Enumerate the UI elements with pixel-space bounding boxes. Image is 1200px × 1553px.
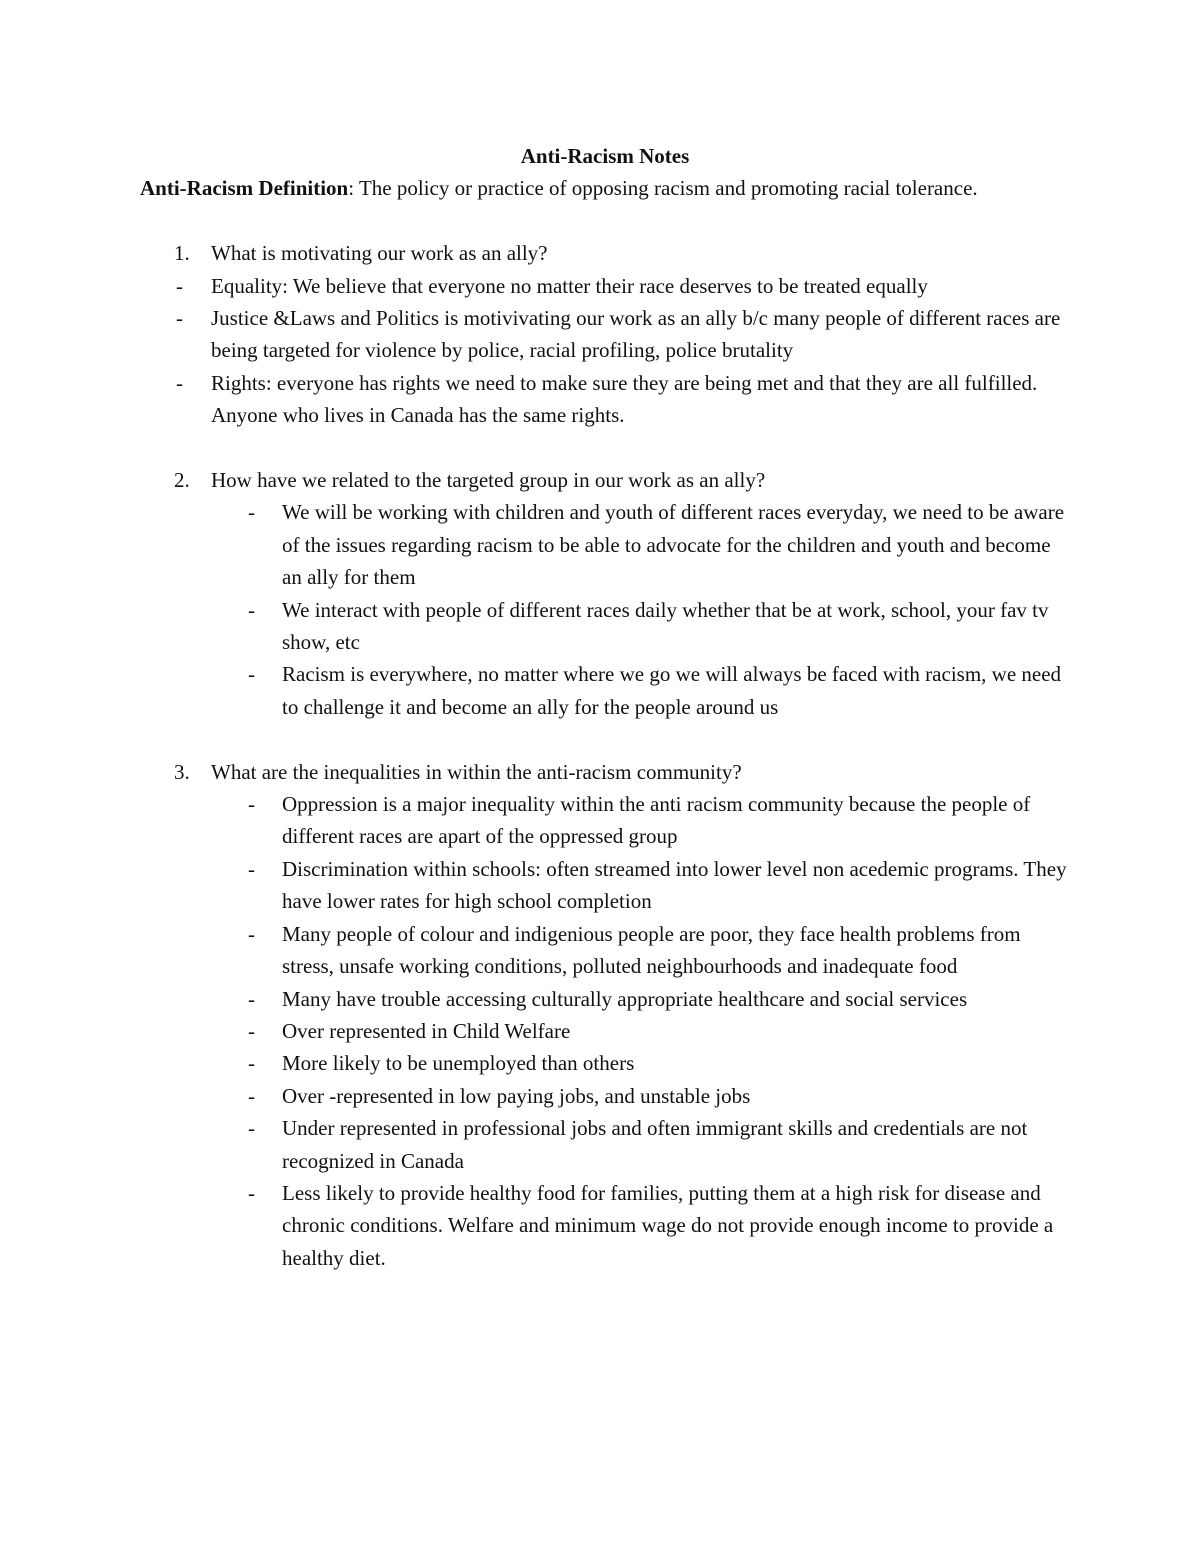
list-item — [140, 367, 1070, 432]
question-section — [140, 464, 1070, 723]
list-item-text: Under represented in professional jobs and often immigrant skills and credentials are not recognized in Canada — [282, 1116, 1028, 1173]
question-section — [140, 756, 1070, 1275]
blank-line — [140, 723, 1070, 755]
list-item-text: Less likely to provide healthy food for families, putting them at a high risk for disease and chronic conditions. Welfare and minimum wage do not provide enough income to provide a healthy diet. — [282, 1180, 1054, 1270]
list-item — [140, 788, 1070, 853]
definition-term: Anti-Racism Definition — [140, 176, 349, 201]
dash-bullet: - — [176, 273, 183, 298]
blank-line — [140, 205, 1070, 237]
list-item-text: We will be working with children and youth of different races everyday, we need to be aware of the issues regarding racism to be able to advocate for the children and youth and become an ally for them — [282, 500, 1065, 590]
dash-bullet: - — [248, 500, 255, 525]
list-item-text: Many have trouble accessing culturally appropriate healthcare and social services — [282, 986, 968, 1011]
dash-bullet: - — [176, 370, 183, 395]
question-heading — [140, 464, 1070, 496]
dash-bullet: - — [176, 306, 183, 331]
dash-bullet: - — [248, 1051, 255, 1076]
list-item — [140, 1015, 1070, 1047]
list-item — [140, 983, 1070, 1015]
dash-bullet: - — [248, 921, 255, 946]
list-item — [140, 1177, 1070, 1274]
dash-bullet: - — [248, 1018, 255, 1043]
list-item-text: We interact with people of different races daily whether that be at work, school, your fav tv show, etc — [282, 597, 1049, 655]
list-item-text: Over represented in Child Welfare — [282, 1018, 571, 1043]
list-item — [140, 1047, 1070, 1079]
list-item-text: Equality: We believe that everyone no matter their race deserves to be treated equally — [211, 273, 928, 298]
document-title: Anti-Racism Notes — [520, 144, 690, 168]
dash-bullet: - — [248, 1083, 255, 1108]
dash-bullet: - — [248, 856, 255, 881]
list-item — [140, 496, 1070, 593]
list-item — [140, 1080, 1070, 1112]
question-text: How have we related to the targeted group in our work as an ally? — [211, 468, 766, 493]
dash-bullet: - — [248, 597, 255, 622]
dash-bullet: - — [248, 986, 255, 1011]
question-text: What is motivating our work as an ally? — [211, 241, 548, 266]
dash-bullet: - — [248, 662, 255, 687]
question-heading — [140, 756, 1070, 788]
dash-bullet: - — [248, 792, 255, 817]
definition-paragraph — [140, 172, 1070, 204]
blank-line — [140, 432, 1070, 464]
dash-bullet: - — [248, 1116, 255, 1141]
list-item-text: More likely to be unemployed than others — [282, 1051, 635, 1076]
list-item-text: Discrimination within schools: often streamed into lower level non acedemic programs. They have lower rates for high school completion — [282, 856, 1067, 914]
list-item-text: Justice &Laws and Politics is motivivating our work as an ally b/c many people of different races are being targeted for violence by police, racial profiling, police brutality — [211, 306, 1061, 363]
list-item — [140, 270, 1070, 302]
definition-text: : The policy or practice of opposing racism and promoting racial tolerance. — [348, 176, 978, 201]
question-number: 2. — [174, 468, 190, 493]
list-item — [140, 1112, 1070, 1177]
list-item — [140, 594, 1070, 659]
list-item — [140, 658, 1070, 723]
dash-bullet: - — [248, 1180, 255, 1205]
question-text: What are the inequalities in within the anti-racism community? — [211, 759, 742, 784]
list-item-text: Racism is everywhere, no matter where we go we will always be faced with racism, we need to challenge it and become an ally for the people around us — [282, 662, 1062, 719]
list-item-text: Over -represented in low paying jobs, and unstable jobs — [282, 1083, 751, 1108]
question-number: 3. — [174, 759, 190, 784]
list-item — [140, 918, 1070, 983]
list-item-text: Rights: everyone has rights we need to make sure they are being met and that they are all fulfilled. Anyone who lives in Canada has the same rights. — [211, 370, 1038, 428]
list-item-text: Many people of colour and indigenious people are poor, they face health problems from stress, unsafe working conditions, polluted neighbourhoods and inadequate food — [282, 921, 1021, 979]
question-number: 1. — [174, 241, 190, 266]
list-item — [140, 853, 1070, 918]
question-section — [140, 237, 1070, 431]
question-heading — [140, 237, 1070, 269]
document-body — [140, 140, 1070, 1274]
list-item-text: Oppression is a major inequality within the anti racism community because the people of different races are apart of the oppressed group — [282, 792, 1031, 849]
list-item — [140, 302, 1070, 367]
